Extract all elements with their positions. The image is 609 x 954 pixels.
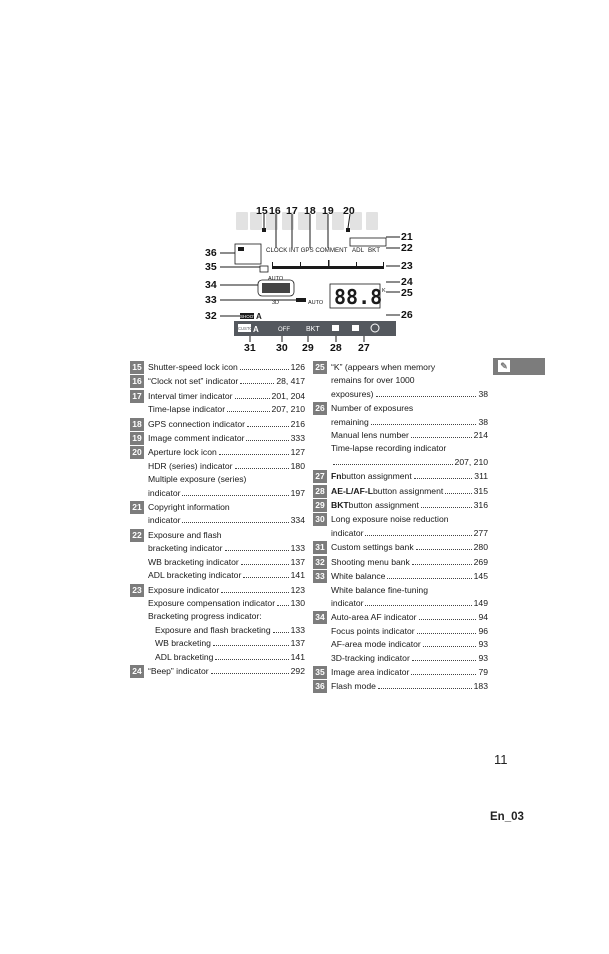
dot-leader xyxy=(378,688,472,689)
legend-text: Multiple exposure (series) xyxy=(148,474,247,485)
legend-text: remaining xyxy=(331,416,369,427)
dot-leader xyxy=(219,454,289,455)
page-reference: 277 xyxy=(473,527,488,538)
dot-leader xyxy=(419,619,477,620)
dot-leader xyxy=(235,468,289,469)
page-code: En_03 xyxy=(490,811,524,823)
legend-entry xyxy=(313,402,488,469)
legend-text: Long exposure noise reduction xyxy=(331,514,449,525)
legend-entry xyxy=(313,611,488,665)
legend-entry xyxy=(313,513,488,540)
legend-line xyxy=(148,361,305,374)
legend-text: Exposure and flash xyxy=(148,529,222,540)
legend-line xyxy=(331,456,488,469)
dot-leader xyxy=(277,605,289,606)
legend-number: 25 xyxy=(313,361,327,374)
legend-text: Custom settings bank xyxy=(331,542,414,553)
callout-22: 22 xyxy=(401,242,413,254)
page-reference: 93 xyxy=(478,639,488,650)
dot-leader xyxy=(240,383,274,384)
dot-leader xyxy=(211,673,289,674)
legend-lines xyxy=(331,513,488,540)
legend-text: Time-lapse recording indicator xyxy=(331,443,447,454)
page-reference: 130 xyxy=(290,597,305,608)
callout-19: 19 xyxy=(322,205,334,217)
page-reference: 123 xyxy=(290,584,305,595)
legend-line xyxy=(148,569,305,582)
callout-24: 24 xyxy=(401,276,413,288)
legend-text: button assignment xyxy=(348,500,419,511)
callout-20: 20 xyxy=(343,205,355,217)
dot-leader xyxy=(411,674,476,675)
legend-number: 31 xyxy=(313,541,327,554)
legend-lines xyxy=(148,446,305,500)
legend-line xyxy=(331,611,488,624)
custom-bank-letter: A xyxy=(253,325,259,334)
legend-text: Interval timer indicator xyxy=(148,390,233,401)
intro-camera-icon: ✎ xyxy=(498,360,510,372)
callout-23: 23 xyxy=(401,260,413,272)
legend-line xyxy=(148,624,305,637)
callout-17: 17 xyxy=(286,205,298,217)
page-reference: 94 xyxy=(478,612,488,623)
page-reference: 141 xyxy=(290,651,305,662)
legend-entry xyxy=(313,556,488,569)
callout-18: 18 xyxy=(304,205,316,217)
legend-line xyxy=(331,470,488,483)
dot-leader xyxy=(182,522,288,523)
page-reference: 333 xyxy=(290,433,305,444)
legend-text: Exposure and flash bracketing xyxy=(155,624,271,635)
page-reference: 137 xyxy=(290,556,305,567)
page-reference: 315 xyxy=(473,485,488,496)
callout-26: 26 xyxy=(401,309,413,321)
ae-l-icon xyxy=(332,325,339,331)
legend-number: 24 xyxy=(130,665,144,678)
legend-number: 33 xyxy=(313,570,327,583)
button-name: BKT xyxy=(331,500,349,511)
legend-text: Number of exposures xyxy=(331,403,414,414)
legend-left-column xyxy=(130,361,305,679)
page-reference: 334 xyxy=(290,515,305,526)
legend-number: 15 xyxy=(130,361,144,374)
legend-lines xyxy=(331,611,488,665)
page-reference: 149 xyxy=(473,597,488,608)
callout-28: 28 xyxy=(330,342,342,354)
dot-leader xyxy=(376,396,477,397)
legend-line xyxy=(331,556,488,569)
legend-text: remains for over 1000 xyxy=(331,375,415,386)
legend-entry xyxy=(130,390,305,417)
dot-leader xyxy=(240,369,289,370)
legend-line xyxy=(331,499,488,512)
shoot-bank-letter: A xyxy=(256,312,262,321)
legend-text: Image area indicator xyxy=(331,666,410,677)
legend-entry xyxy=(130,529,305,583)
legend-line xyxy=(331,527,488,540)
legend-line xyxy=(331,584,488,597)
legend-lines xyxy=(148,665,305,678)
dot-leader xyxy=(235,398,270,399)
legend-text: GPS connection indicator xyxy=(148,418,245,429)
page-reference: 28, 417 xyxy=(276,376,305,387)
legend-line xyxy=(148,529,305,542)
dot-leader xyxy=(243,577,288,578)
legend-entry xyxy=(313,570,488,610)
legend-line xyxy=(148,460,305,473)
dot-leader xyxy=(414,478,473,479)
legend-number: 22 xyxy=(130,529,144,542)
page-number: 11 xyxy=(494,752,508,767)
legend-entry xyxy=(313,499,488,512)
legend-text: Shooting menu bank xyxy=(331,556,410,567)
legend-lines xyxy=(148,361,305,374)
legend-entry xyxy=(313,470,488,483)
callout-15: 15 xyxy=(256,205,268,217)
legend-line xyxy=(148,542,305,555)
page-reference: 180 xyxy=(290,460,305,471)
legend-entry xyxy=(130,361,305,374)
legend-line xyxy=(148,610,305,623)
legend-text: Auto-area AF indicator xyxy=(331,612,417,623)
legend-number: 23 xyxy=(130,584,144,597)
legend-text: Exposure compensation indicator xyxy=(148,597,276,608)
page-reference: 38 xyxy=(478,388,488,399)
dot-leader xyxy=(246,440,288,441)
auto-area-af-text: AUTO xyxy=(268,276,284,282)
legend-right-column xyxy=(313,361,488,695)
legend-text: Flash mode xyxy=(331,681,376,692)
legend-line xyxy=(331,429,488,442)
legend-line xyxy=(331,597,488,610)
dot-leader xyxy=(273,632,289,633)
page-reference: 292 xyxy=(290,665,305,676)
page-reference: 269 xyxy=(473,556,488,567)
legend-line xyxy=(148,446,305,459)
legend-lines xyxy=(331,556,488,569)
dot-leader xyxy=(333,464,453,465)
page-reference: 133 xyxy=(290,543,305,554)
aperture-lock-icon xyxy=(346,228,350,232)
legend-text: button assignment xyxy=(341,471,412,482)
section-tab xyxy=(493,358,545,375)
callout-34: 34 xyxy=(205,279,217,291)
legend-text: Exposure indicator xyxy=(148,584,220,595)
legend-text: Shutter-speed lock icon xyxy=(148,362,238,372)
legend-entry xyxy=(313,680,488,693)
page-reference: 311 xyxy=(474,471,488,482)
shoot-text: SHOOT xyxy=(240,314,257,319)
nr-off-text: OFF xyxy=(278,327,290,333)
page-reference: 197 xyxy=(290,487,305,498)
dot-leader xyxy=(221,592,288,593)
legend-text: exposures) xyxy=(331,388,374,399)
page-reference: 201, 204 xyxy=(271,390,305,401)
k-indicator: K xyxy=(382,288,386,294)
legend-text: bracketing indicator xyxy=(148,543,223,554)
three-d-text: 3D xyxy=(272,300,280,306)
callout-32: 32 xyxy=(205,310,217,322)
legend-lines xyxy=(331,541,488,554)
callout-36: 36 xyxy=(205,247,217,259)
legend-number: 29 xyxy=(313,499,327,512)
callout-25: 25 xyxy=(401,287,413,299)
dot-leader xyxy=(215,659,288,660)
legend-line xyxy=(331,416,488,429)
flash-mode-icon xyxy=(238,247,244,251)
dot-leader xyxy=(387,578,471,579)
callout-31: 31 xyxy=(244,342,256,354)
legend-line xyxy=(148,665,305,678)
legend-lines xyxy=(148,501,305,528)
legend-entry xyxy=(313,666,488,679)
legend-line xyxy=(148,584,305,597)
legend-text: White balance xyxy=(331,571,386,582)
legend-text: Focus points indicator xyxy=(331,625,415,636)
dot-leader xyxy=(227,411,269,412)
control-panel-diagram xyxy=(200,200,430,360)
legend-number: 17 xyxy=(130,390,144,403)
legend-entry xyxy=(130,432,305,445)
dot-leader xyxy=(213,645,289,646)
button-name: AE-L/AF-L xyxy=(331,485,374,496)
legend-number: 30 xyxy=(313,513,327,526)
callout-29: 29 xyxy=(302,342,314,354)
legend-entry xyxy=(313,485,488,498)
legend-text: Bracketing progress indicator: xyxy=(148,611,262,622)
bkt-text: BKT xyxy=(368,247,381,254)
legend-lines xyxy=(331,499,488,512)
legend-line xyxy=(331,402,488,415)
page-reference: 207, 210 xyxy=(271,404,305,415)
dot-leader xyxy=(445,493,471,494)
legend-line xyxy=(331,652,488,665)
dot-leader xyxy=(411,437,472,438)
legend-number: 19 xyxy=(130,432,144,445)
legend-line xyxy=(331,485,488,498)
legend-number: 21 xyxy=(130,501,144,514)
legend-line xyxy=(148,651,305,664)
clock-int-gps-text: CLOCK INT GPS COMMENT xyxy=(266,247,348,254)
legend-line xyxy=(148,487,305,500)
legend-line xyxy=(148,473,305,486)
callout-33: 33 xyxy=(205,294,217,306)
legend-number: 28 xyxy=(313,485,327,498)
callout-21: 21 xyxy=(401,231,413,243)
legend-line xyxy=(331,666,488,679)
page-reference: 137 xyxy=(290,638,305,649)
legend-lines xyxy=(148,432,305,445)
legend-number: 26 xyxy=(313,402,327,415)
legend-entry xyxy=(130,375,305,388)
legend-line xyxy=(148,597,305,610)
dot-leader xyxy=(417,633,477,634)
legend-lines xyxy=(331,680,488,693)
legend-text: indicator xyxy=(148,515,181,526)
legend-line xyxy=(331,680,488,693)
dot-leader xyxy=(241,564,289,565)
dot-leader xyxy=(247,426,289,427)
dot-leader xyxy=(423,646,477,647)
callout-35: 35 xyxy=(205,261,217,273)
legend-text: 3D-tracking indicator xyxy=(331,652,410,663)
white-balance-icon xyxy=(296,298,306,302)
control-panel-svg xyxy=(200,200,430,360)
dot-leader xyxy=(416,549,472,550)
exposures-digits: 88.8 xyxy=(334,285,383,309)
legend-entry xyxy=(130,418,305,431)
legend-number: 27 xyxy=(313,470,327,483)
legend-lines xyxy=(331,470,488,483)
legend-line xyxy=(148,501,305,514)
legend-entry xyxy=(130,584,305,664)
legend-entry xyxy=(130,501,305,528)
legend-lines xyxy=(148,418,305,431)
page-reference: 141 xyxy=(290,570,305,581)
legend-number: 34 xyxy=(313,611,327,624)
legend-lines xyxy=(148,390,305,417)
legend-line xyxy=(331,625,488,638)
legend-text: indicator xyxy=(331,597,364,608)
page-reference: 126 xyxy=(290,362,305,372)
legend-text: “Clock not set” indicator xyxy=(148,376,239,387)
legend-text: “K” (appears when memory xyxy=(331,362,436,372)
shutter-lock-icon xyxy=(262,228,266,232)
legend-line xyxy=(331,541,488,554)
legend-text: ADL bracketing indicator xyxy=(148,570,242,581)
legend-number: 20 xyxy=(130,446,144,459)
legend-text: Manual lens number xyxy=(331,430,409,441)
legend-line xyxy=(331,638,488,651)
callout-30: 30 xyxy=(276,342,288,354)
legend-number: 16 xyxy=(130,375,144,388)
legend-number: 35 xyxy=(313,666,327,679)
legend-lines xyxy=(148,375,305,388)
dot-leader xyxy=(365,605,471,606)
legend-number: 32 xyxy=(313,556,327,569)
legend-line xyxy=(148,375,305,388)
legend-text: WB bracketing indicator xyxy=(148,556,239,567)
legend-entry xyxy=(130,446,305,500)
bkt-assign-text: BKT xyxy=(306,326,320,333)
dot-leader xyxy=(371,424,477,425)
fn-icon xyxy=(352,325,359,331)
legend-line xyxy=(148,403,305,416)
legend-line xyxy=(148,390,305,403)
legend-line xyxy=(148,514,305,527)
legend-number: 36 xyxy=(313,680,327,693)
dot-leader xyxy=(182,495,288,496)
page-reference: 216 xyxy=(290,418,305,429)
callout-16: 16 xyxy=(269,205,281,217)
af-points xyxy=(262,283,290,293)
legend-text: ADL bracketing xyxy=(155,651,214,662)
page-reference: 133 xyxy=(290,624,305,635)
legend-line xyxy=(331,374,488,387)
adl-text: ADL xyxy=(352,247,365,254)
dot-leader xyxy=(412,660,477,661)
page-reference: 96 xyxy=(478,625,488,636)
legend-text: Aperture lock icon xyxy=(148,447,217,458)
legend-number: 18 xyxy=(130,418,144,431)
page-reference: 183 xyxy=(473,681,488,692)
legend-line xyxy=(148,418,305,431)
legend-lines xyxy=(331,402,488,469)
legend-text: indicator xyxy=(148,487,181,498)
legend-line xyxy=(331,388,488,401)
page-reference: 79 xyxy=(478,666,488,677)
page-reference: 316 xyxy=(473,500,488,511)
legend-line xyxy=(331,361,488,374)
page-reference: 38 xyxy=(478,416,488,427)
legend-text: Image comment indicator xyxy=(148,433,245,444)
legend-text: Time-lapse indicator xyxy=(148,404,226,415)
custom-text: CUSTOM xyxy=(238,326,257,331)
page-reference: 145 xyxy=(473,571,488,582)
wb-auto-text: AUTO xyxy=(308,300,324,306)
legend-text: indicator xyxy=(331,527,364,538)
legend-entry xyxy=(313,361,488,401)
legend-lines xyxy=(148,529,305,583)
legend-entry xyxy=(313,541,488,554)
dot-leader xyxy=(365,535,471,536)
legend-text: Copyright information xyxy=(148,502,230,513)
legend-line xyxy=(148,432,305,445)
page-reference: 214 xyxy=(473,430,488,441)
legend-lines xyxy=(331,570,488,610)
legend-lines xyxy=(331,666,488,679)
legend-lines xyxy=(331,485,488,498)
page-reference: 207, 210 xyxy=(454,456,488,467)
dot-leader xyxy=(421,507,472,508)
legend-text: AF-area mode indicator xyxy=(331,639,421,650)
page-reference: 127 xyxy=(290,447,305,458)
dot-leader xyxy=(412,564,472,565)
dot-leader xyxy=(225,550,289,551)
legend-line xyxy=(331,513,488,526)
legend-lines xyxy=(148,584,305,664)
legend-line xyxy=(331,442,488,455)
page-reference: 93 xyxy=(478,652,488,663)
callout-27: 27 xyxy=(358,342,370,354)
legend-entry xyxy=(130,665,305,678)
legend-line xyxy=(148,556,305,569)
legend-text: “Beep” indicator xyxy=(148,665,209,676)
legend-lines xyxy=(331,361,488,401)
legend-line xyxy=(331,570,488,583)
page-reference: 280 xyxy=(473,542,488,553)
button-name: Fn xyxy=(331,471,342,482)
legend-text: WB bracketing xyxy=(155,638,211,649)
legend-line xyxy=(148,637,305,650)
legend-text: button assignment xyxy=(373,485,444,496)
legend-text: White balance fine-tuning xyxy=(331,584,428,595)
legend-text: HDR (series) indicator xyxy=(148,460,233,471)
